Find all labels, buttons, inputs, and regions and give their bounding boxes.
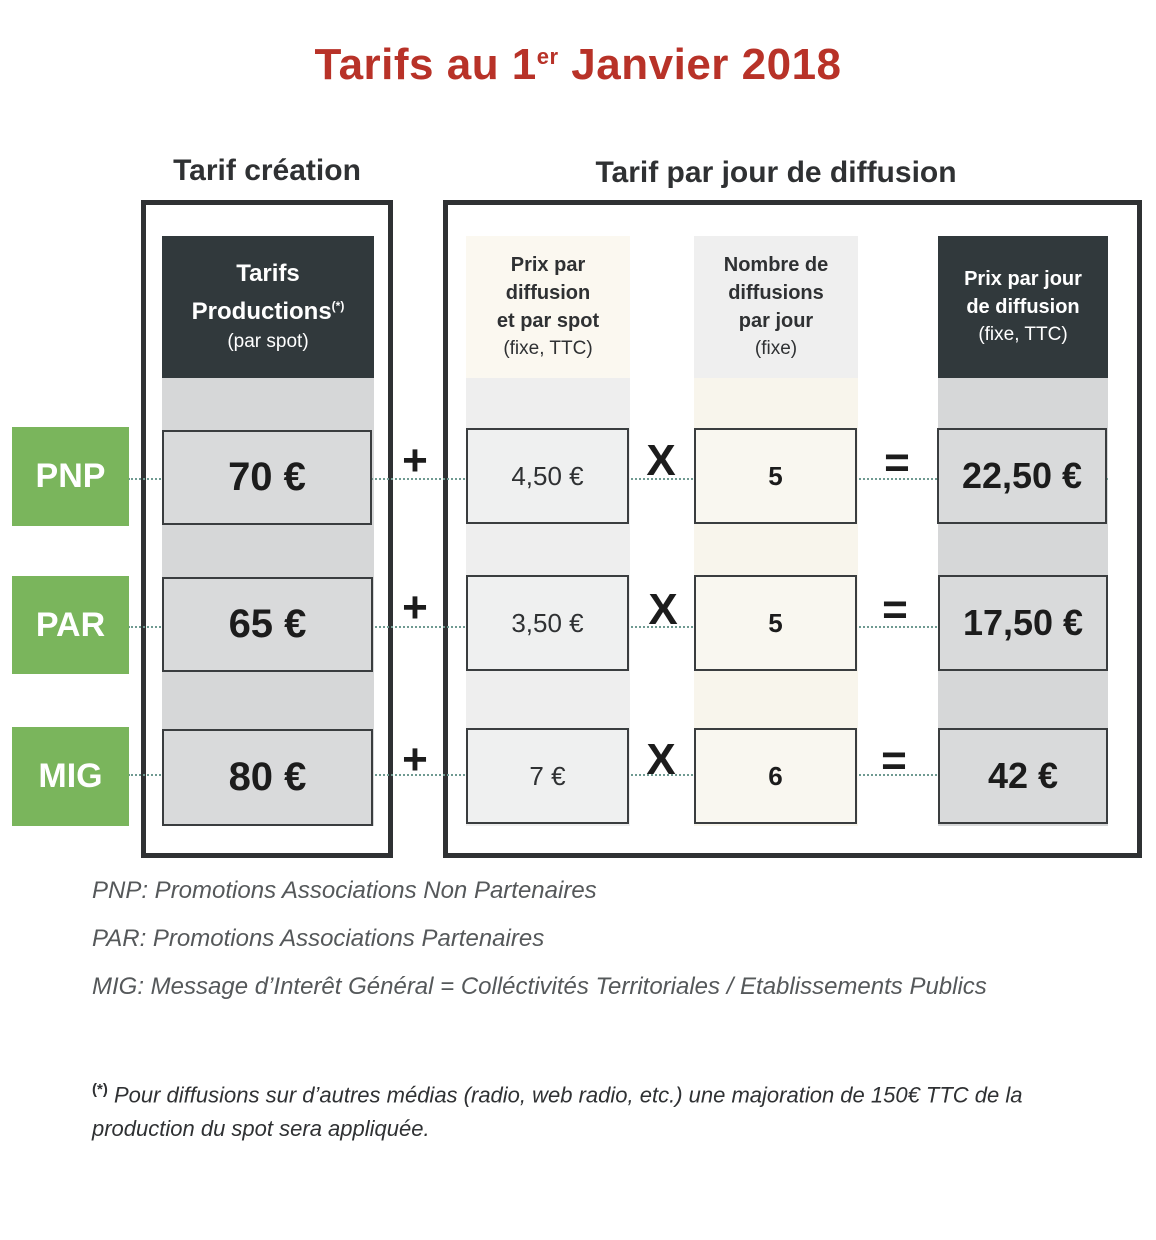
times-operator: X bbox=[646, 436, 676, 485]
legend-item: PNP: Promotions Associations Non Partenaires bbox=[92, 877, 597, 904]
prix-diffusion-cell: 3,50 € bbox=[466, 575, 629, 671]
times-operator: X bbox=[646, 735, 676, 784]
row-tag: PNP bbox=[12, 427, 129, 526]
nombre-diffusions-cell: 5 bbox=[694, 575, 857, 671]
equals-operator: = bbox=[881, 736, 907, 785]
legend-item: MIG: Message d’Interêt Général = Colléctivités Territoriales / Etablissements Publics bbox=[92, 973, 987, 1000]
header-prix-par-jour: Prix par jour de diffusion (fixe, TTC) bbox=[938, 236, 1108, 378]
section-title-creation: Tarif création bbox=[173, 154, 361, 187]
header-prix-diffusion: Prix par diffusion et par spot (fixe, TTC) bbox=[496, 254, 600, 359]
nombre-diffusions-cell: 6 bbox=[694, 728, 857, 824]
prix-jour-cell: 17,50 € bbox=[938, 575, 1108, 671]
plus-operator: + bbox=[402, 436, 428, 485]
production-price-cell: 80 € bbox=[162, 729, 373, 826]
header-productions: Tarifs Productions(*) (par spot) bbox=[162, 236, 374, 378]
header-nombre-diffusions: Nombre de diffusions par jour (fixe) bbox=[723, 254, 829, 359]
footnote: (*) Pour diffusions sur d’autres médias (radio, web radio, etc.) une majoration de 150€ TTC de la production du spot sera appliquée. bbox=[92, 1081, 1023, 1142]
row-tag: PAR bbox=[12, 576, 129, 674]
equals-operator: = bbox=[882, 585, 908, 634]
section-title-diffusion: Tarif par jour de diffusion bbox=[595, 156, 957, 189]
plus-operator: + bbox=[402, 583, 428, 632]
row-tag: MIG bbox=[12, 727, 129, 826]
prix-jour-cell: 22,50 € bbox=[937, 428, 1107, 524]
equals-operator: = bbox=[884, 438, 910, 487]
production-price-cell: 70 € bbox=[162, 430, 372, 525]
plus-operator: + bbox=[402, 735, 428, 784]
prix-jour-cell: 42 € bbox=[938, 728, 1108, 824]
prix-diffusion-cell: 4,50 € bbox=[466, 428, 629, 524]
times-operator: X bbox=[648, 585, 678, 634]
production-price-cell: 65 € bbox=[162, 577, 373, 672]
prix-diffusion-cell: 7 € bbox=[466, 728, 629, 824]
page-title: Tarifs au 1er Janvier 2018 bbox=[314, 40, 842, 89]
nombre-diffusions-cell: 5 bbox=[694, 428, 857, 524]
legend-item: PAR: Promotions Associations Partenaires bbox=[92, 925, 545, 952]
